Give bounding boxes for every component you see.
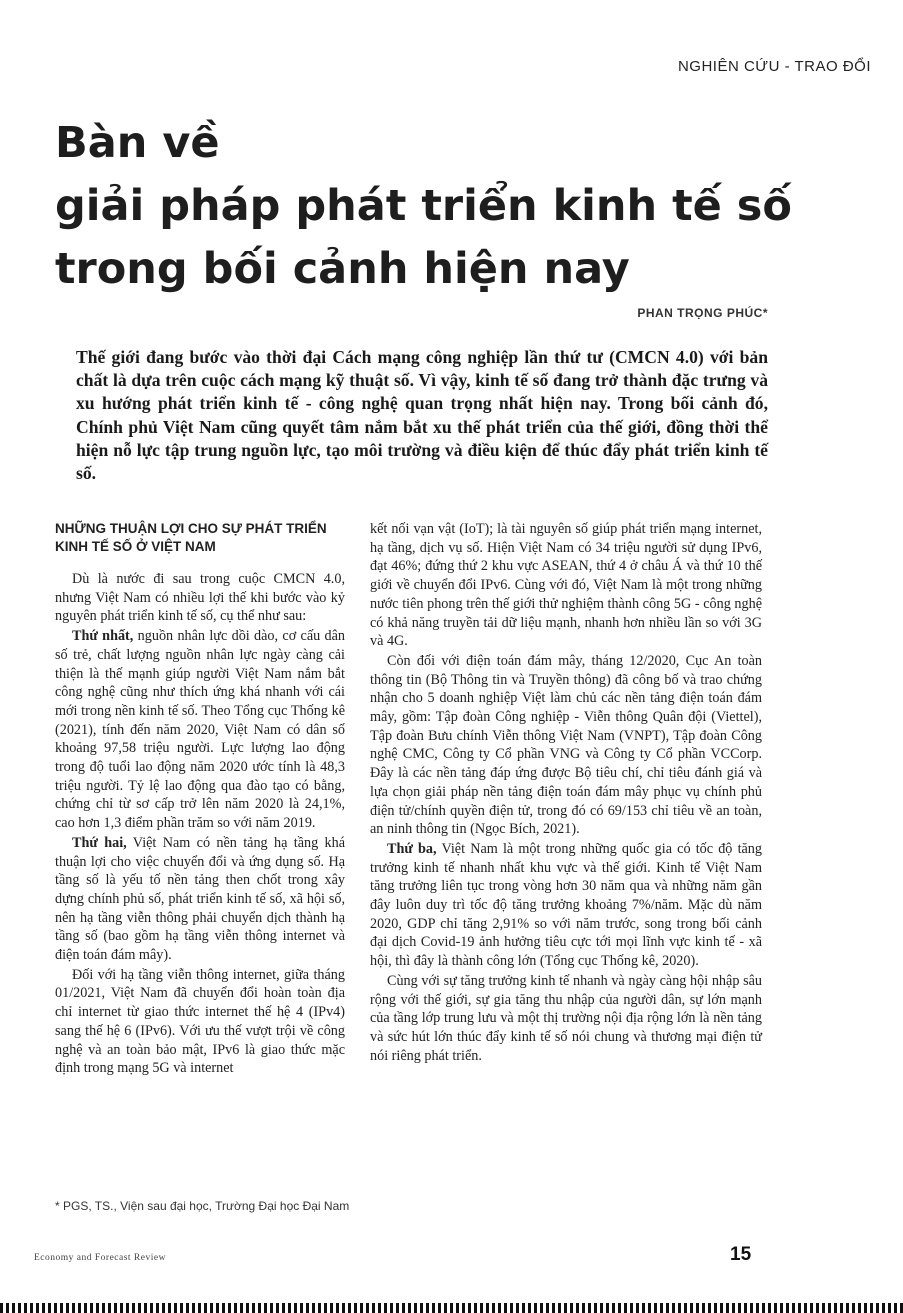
paragraph-text: nguồn nhân lực dồi dào, cơ cấu dân số trẻ, chất lượng nguồn nhân lực ngày càng cải thiện là thế mạnh giúp người Việt Nam nắm bắt công nghệ cũng như thích ứng khá nhanh với cái mới trong nền kinh tế số. Theo Tổng cục Thống kê (2021), tính đến năm 2020, Việt Nam có dân số khoảng 97,58 triệu người. Lực lượng lao động trong độ tuổi lao động năm 2020 ước tính là 48,3 triệu người. Tỷ lệ lao động qua đào tạo có bằng, chứng chỉ từ sơ cấp trở lên năm 2020 là 24,1%, cao hơn 1,3 điểm phần trăm so với năm 2019. xyxy=(55,628,346,832)
paragraph: Cùng với sự tăng trưởng kinh tế nhanh và ngày càng hội nhập sâu rộng với thế giới, sự gia tăng thu nhập của người dân, sự lớn mạnh của tầng lớp trung lưu và một thị trường nội địa rộng lớn là nền tảng và sức hút lớn thúc đẩy kinh tế số nói chung và thương mại điện tử nói riêng phát triển. xyxy=(370,972,762,1064)
title-line-1: Bàn về xyxy=(55,118,220,168)
paragraph: Dù là nước đi sau trong cuộc CMCN 4.0, nhưng Việt Nam có nhiều lợi thế khi bước vào kỷ nguyên phát triển kinh tế số, cụ thể như sau: xyxy=(55,571,345,625)
right-column xyxy=(370,520,762,1066)
abstract: Thế giới đang bước vào thời đại Cách mạng công nghiệp lần thứ tư (CMCN 4.0) với bản chất là dựa trên cuộc cách mạng kỹ thuật số. Vì vậy, kinh tế số đang trở thành đặc trưng và xu hướng phát triển kinh tế - công nghệ quan trọng nhất hiện nay. Trong bối cảnh đó, Chính phủ Việt Nam cũng quyết tâm nắm bắt xu thế phát triển của thế giới, đồng thời thể hiện nỗ lực tập trung nguồn lực, tạo môi trường và điều kiện để thúc đẩy phát triển kinh tế số. xyxy=(76,347,768,484)
paragraph: Đối với hạ tầng viễn thông internet, giữa tháng 01/2021, Việt Nam đã chuyển đổi hoàn toàn địa chỉ internet từ giao thức internet thế hệ 4 (IPv4) sang thế hệ 6 (IPv6). Với ưu thế vượt trội về công nghệ và an toàn bảo mật, IPv6 là giao thức mặc định trong mạng 5G và internet xyxy=(55,966,345,1077)
page-number: 15 xyxy=(730,1244,752,1265)
paragraph xyxy=(370,840,762,971)
author-name: PHAN TRỌNG PHÚC* xyxy=(637,306,768,320)
article-title xyxy=(55,112,875,301)
paragraph-lead: Thứ nhất, xyxy=(72,628,134,645)
paragraph: Còn đối với điện toán đám mây, tháng 12/2020, Cục An toàn thông tin (Bộ Thông tin và Truyền thông) đã công bố và trao chứng nhận cho 5 doanh nghiệp Việt làm chủ các nền tảng điện toán đám mây, gồm: Tập đoàn Công nghiệp - Viễn thông Quân đội (Viettel), Tập đoàn Bưu chính Viễn thông Việt Nam (VNPT), Tập đoàn Công nghệ CMC, Công ty Cổ phần VNG và Công ty Cổ phần VCCorp. Đây là các nền tảng đáp ứng được Bộ tiêu chí, chỉ tiêu đánh giá và lựa chọn giải pháp nền tảng điện toán đám mây phục vụ chính phủ điện tử/chính quyền điện tử, trong đó có 69/153 chỉ tiêu về an toàn, an ninh thông tin (Ngọc Bích, 2021). xyxy=(370,652,762,838)
paragraph-lead: Thứ ba, xyxy=(387,840,437,857)
paragraph xyxy=(55,834,345,965)
paragraph-text: Việt Nam là một trong những quốc gia có tốc độ tăng trưởng kinh tế nhanh nhất khu vực và thế giới. Kinh tế Việt Nam tăng trưởng liên tục trong vòng hơn 30 năm qua và những năm gần đây luôn duy trì tốc độ tăng trưởng khoảng 7%/năm. Mặc dù năm 2020, GDP chỉ tăng 2,91% so với năm trước, song trong bối cảnh đại dịch Covid-19 ảnh hưởng tiêu cực tới mọi lĩnh vực kinh tế - xã hội, thì đây là thành công lớn (Tổng cục Thống kê, 2020). xyxy=(370,840,762,970)
title-line-2: giải pháp phát triển kinh tế số xyxy=(55,181,792,231)
scan-edge-border xyxy=(0,1303,903,1313)
section-heading: NHỮNG THUẬN LỢI CHO SỰ PHÁT TRIỂN KINH TẾ SỐ Ở VIỆT NAM xyxy=(55,521,327,554)
footnote: * PGS, TS., Viện sau đại học, Trường Đại học Đại Nam xyxy=(55,1199,350,1213)
paragraph xyxy=(55,627,345,833)
left-column xyxy=(55,520,345,1079)
paragraph-lead: Thứ hai, xyxy=(72,834,127,851)
paragraph-text: Việt Nam có nền tảng hạ tầng khá thuận lợi cho việc chuyển đổi và ứng dụng số. Hạ tầng số là yếu tố nền tảng then chốt trong xây dựng chính phủ số, phát triển kinh tế số, xã hội số, nên hạ tầng viễn thông phải chuyển dịch thành hạ tầng số (bao gồm hạ tầng viễn thông internet và điện toán đám mây). xyxy=(55,834,346,964)
section-label: NGHIÊN CỨU - TRAO ĐỔI xyxy=(677,58,871,75)
title-line-3: trong bối cảnh hiện nay xyxy=(55,244,630,294)
paragraph: kết nối vạn vật (IoT); là tài nguyên số giúp phát triển mạng internet, hạ tầng, dịch vụ số. Hiện Việt Nam có 34 triệu người sử dụng IPv6, đạt 46%; đứng thứ 2 khu vực ASEAN, thứ 4 ở châu Á và thứ 10 thế giới về chuyển đổi IPv6. Cùng với đó, Việt Nam là một trong những nước tiên phong trên thế giới thử nghiệm thành công 5G - công nghệ có khả năng truyền tải dữ liệu mạnh, nhanh hơn nhiều lần so với 3G và 4G. xyxy=(370,521,762,650)
journal-name: Economy and Forecast Review xyxy=(34,1253,166,1263)
